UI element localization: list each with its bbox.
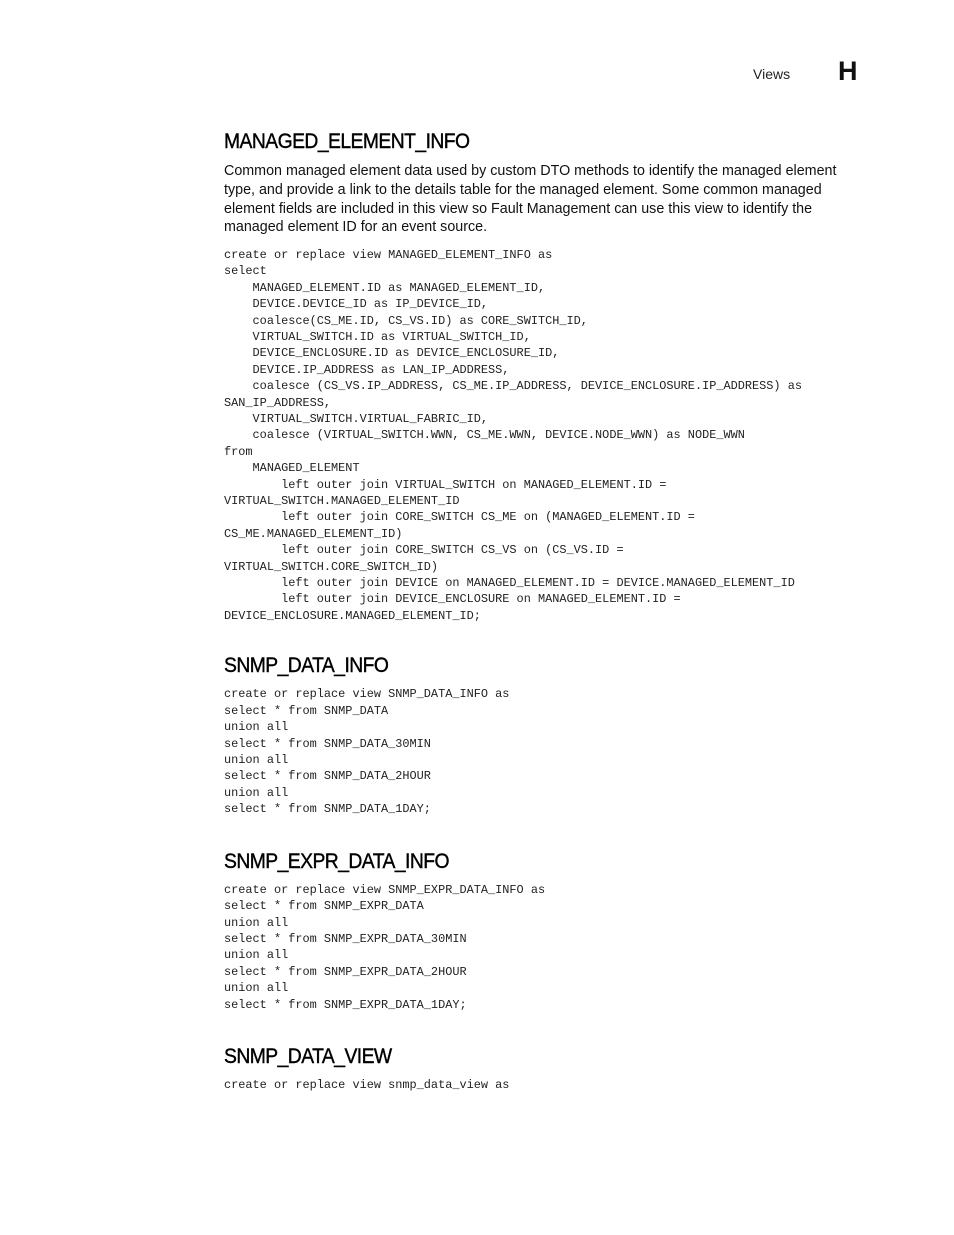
section-snmp-data-info (224, 654, 869, 817)
appendix-letter: H (838, 56, 858, 86)
section-description: Common managed element data used by custom DTO methods to identify the managed element type, and provide a link to the details table for the managed element. Some common managed element fields are included in this view so Fault Management can use this view to identify the managed element ID for an event source. (224, 163, 837, 236)
code-block: create or replace view snmp_data_view as (224, 1078, 510, 1093)
document-body (224, 130, 869, 1093)
code-block: create or replace view SNMP_DATA_INFO as select * from SNMP_DATA union all select * from SNMP_DATA_30MIN union all select * from SNMP_DATA_2HOUR union all select * from SNMP_DATA_1DAY; (224, 687, 510, 817)
section-title: SNMP_DATA_VIEW (224, 1044, 392, 1068)
section-snmp-data-view (224, 1045, 869, 1094)
section-snmp-expr-data-info (224, 850, 869, 1013)
section-title: SNMP_DATA_INFO (224, 654, 389, 678)
section-managed-element-info (224, 130, 869, 624)
code-block: create or replace view SNMP_EXPR_DATA_INFO as select * from SNMP_EXPR_DATA union all select * from SNMP_EXPR_DATA_30MIN union all select * from SNMP_EXPR_DATA_2HOUR union all select * from SNMP_EXPR_DATA_1DAY; (224, 882, 546, 1012)
section-title: SNMP_EXPR_DATA_INFO (224, 849, 449, 873)
header-section-label: Views (753, 66, 791, 82)
code-block: create or replace view MANAGED_ELEMENT_INFO as select MANAGED_ELEMENT.ID as MANAGED_ELEMENT_ID, DEVICE.DEVICE_ID as IP_DEVICE_ID, coalesce(CS_ME.ID, CS_VS.ID) as CORE_SWITCH_ID, VIRTUAL_SWITCH.ID as VIRTUAL_SWITCH_ID, DEVICE_ENCLOSURE.ID as DEVICE_ENCLOSURE_ID, DEVICE.IP_ADDRESS as LAN_IP_ADDRESS, coalesce (CS_VS.IP_ADDRESS, CS_ME.IP_ADDRESS, DEVICE_ENCLOSURE.IP_ADDRESS) as SAN_IP_ADDRESS, VIRTUAL_SWITCH.VIRTUAL_FABRIC_ID, coalesce (VIRTUAL_SWITCH.WWN, CS_ME.WWN, DEVICE.NODE_WWN) as NODE_WWN from MANAGED_ELEMENT left outer join VIRTUAL_SWITCH on MANAGED_ELEMENT.ID = VIRTUAL_SWITCH.MANAGED_ELEMENT_ID left outer join CORE_SWITCH CS_ME on (MANAGED_ELEMENT.ID = CS_ME.MANAGED_ELEMENT_ID) left outer join CORE_SWITCH CS_VS on (CS_VS.ID = VIRTUAL_SWITCH.CORE_SWITCH_ID) left outer join DEVICE on MANAGED_ELEMENT.ID = DEVICE.MANAGED_ELEMENT_ID left outer join DEVICE_ENCLOSURE on MANAGED_ELEMENT.ID = DEVICE_ENCLOSURE.MANAGED_ELEMENT_ID; (224, 247, 802, 623)
page-header (0, 56, 954, 90)
section-title: MANAGED_ELEMENT_INFO (224, 130, 470, 153)
